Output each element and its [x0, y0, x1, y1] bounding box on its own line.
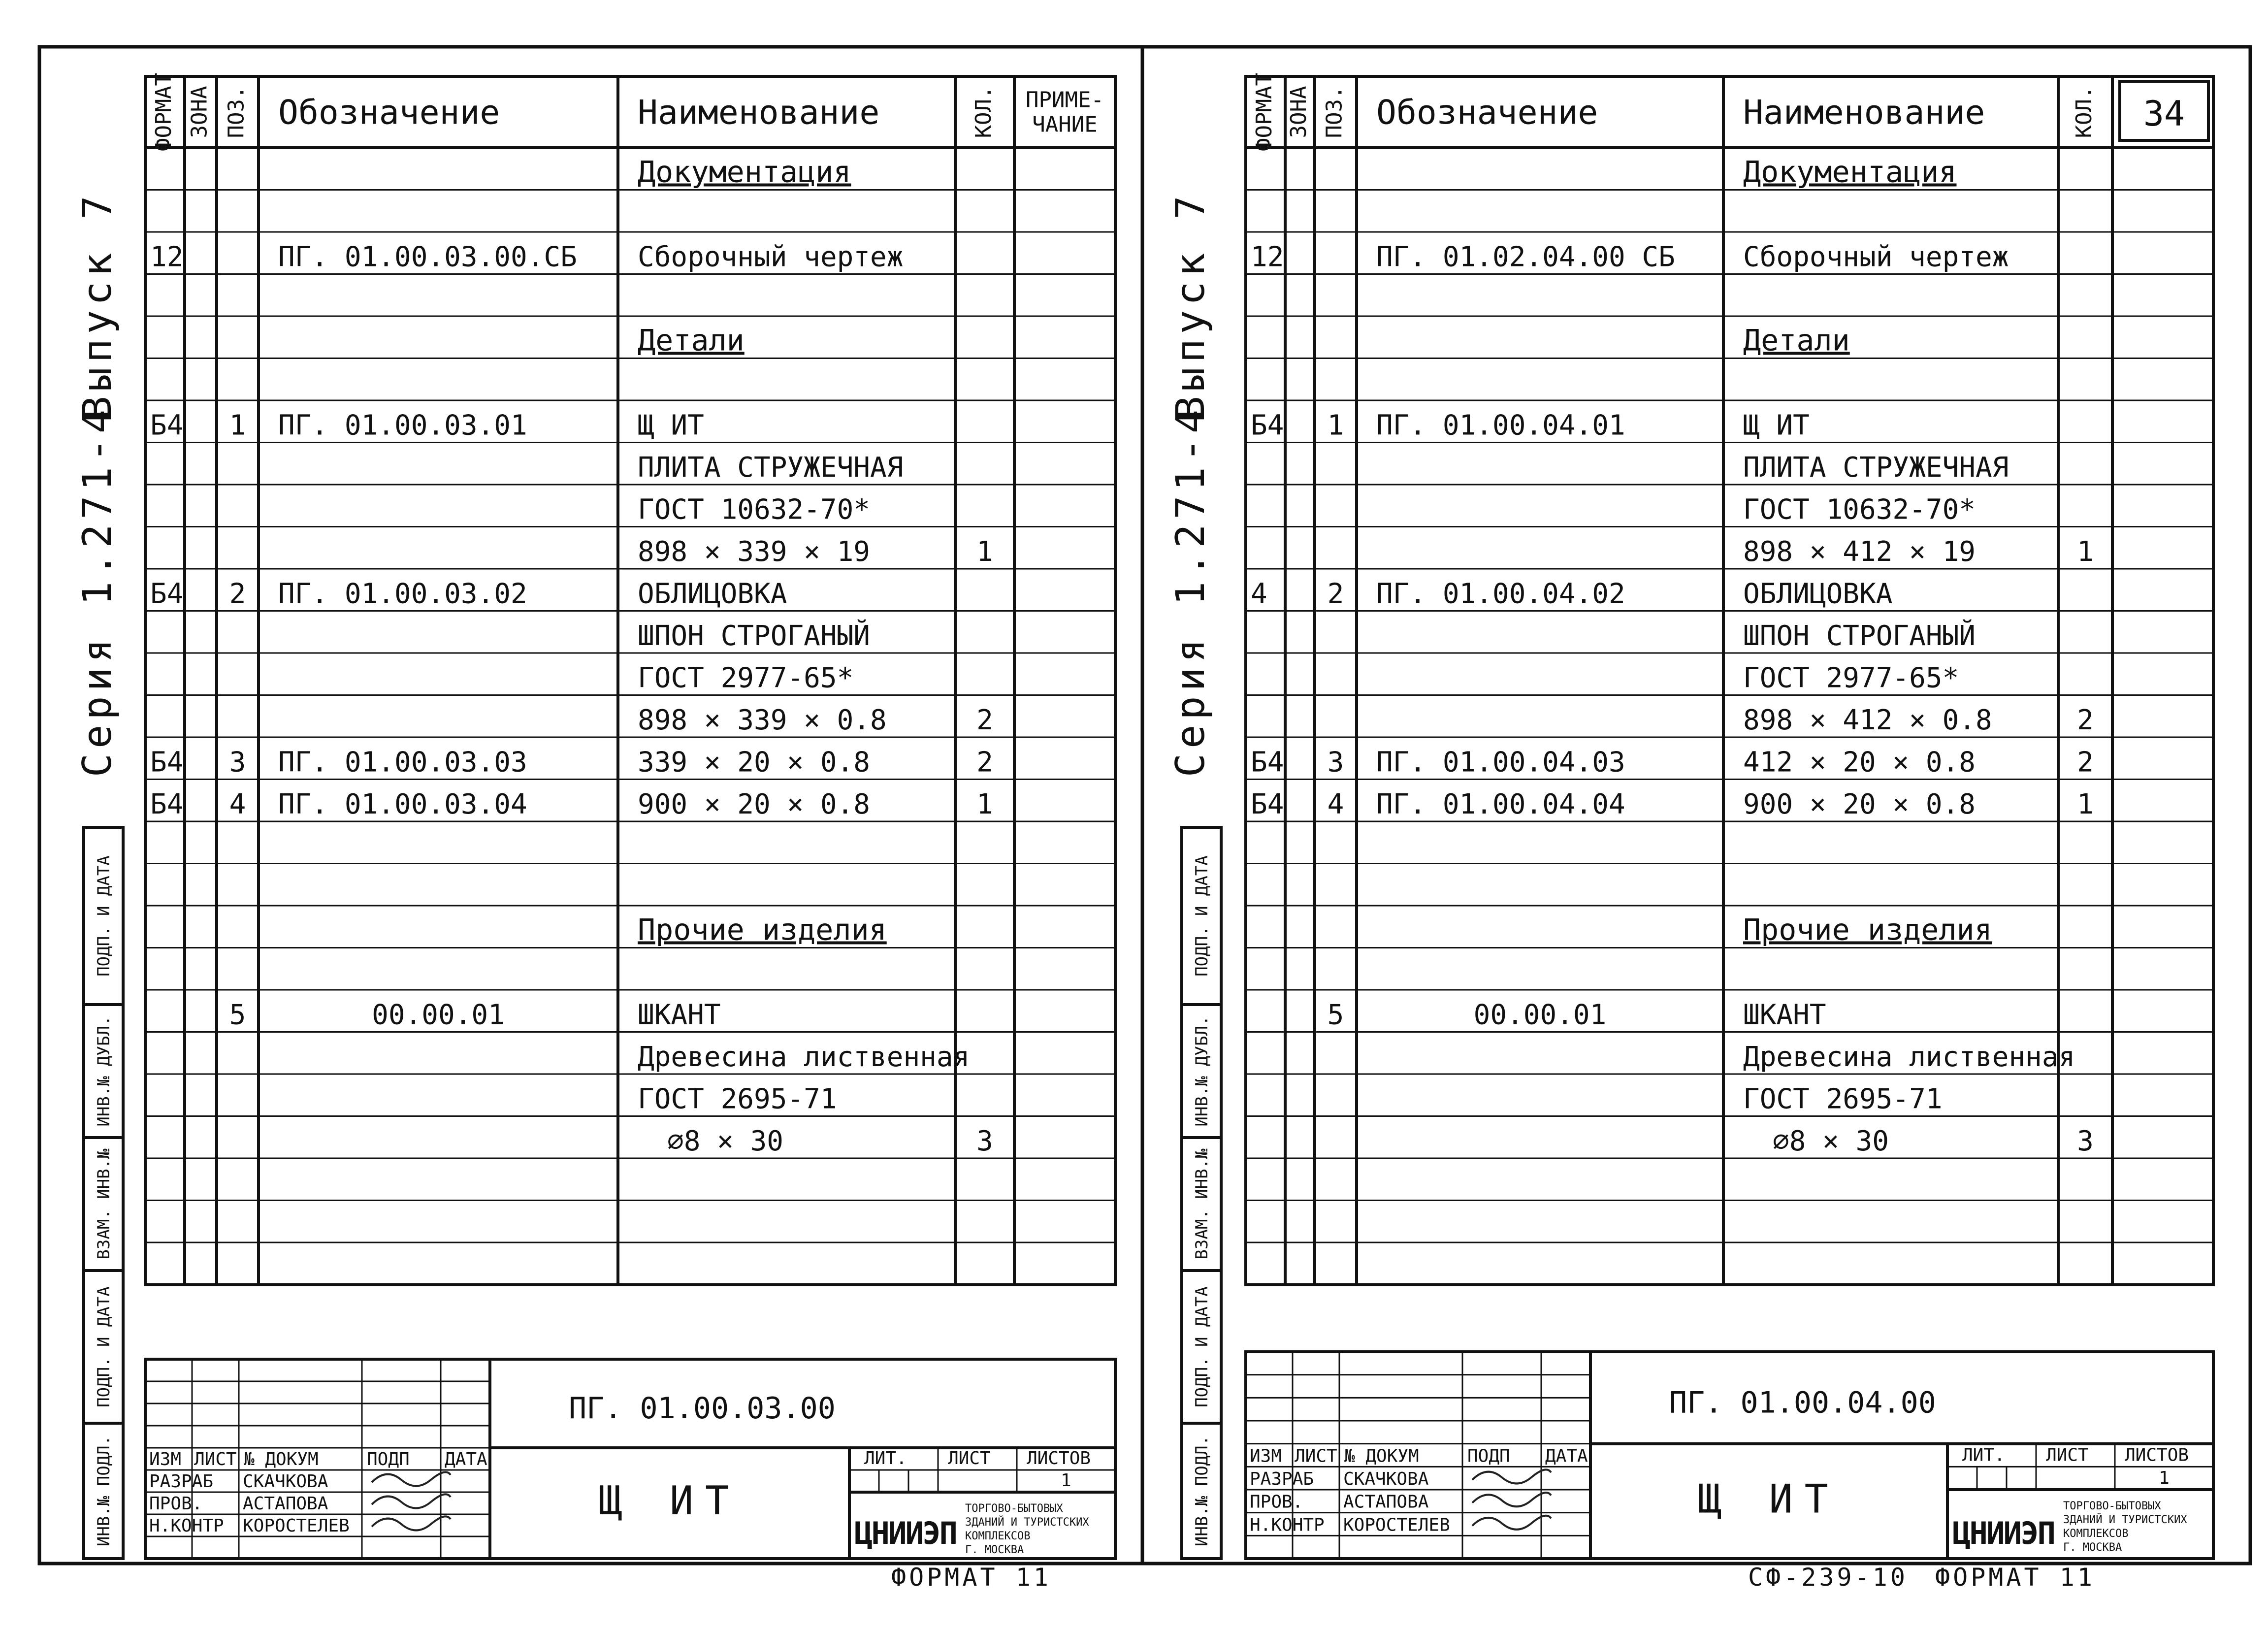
- margin-label: ПОДП. И ДАТА: [1192, 855, 1212, 977]
- tb-person: АСТАПОВА: [243, 1494, 328, 1514]
- row-qty: 1: [976, 536, 993, 568]
- tb-hdr-doc: № ДОКУМ: [244, 1449, 319, 1469]
- format-footer: ФОРМАТ 11: [891, 1563, 1051, 1592]
- margin-label: ПОДП. И ДАТА: [1192, 1286, 1212, 1407]
- row-designation: ПГ. 01.00.03.03: [278, 746, 527, 779]
- row-name: 898 × 339 × 19: [638, 536, 871, 568]
- signature-mark: [372, 1472, 451, 1486]
- row-name: ⌀8 × 30: [1773, 1125, 1889, 1157]
- sheet-number: 34: [2143, 94, 2185, 134]
- header-designation: Обозначение: [278, 93, 500, 132]
- row-name: ПЛИТА СТРУЖЕЧНАЯ: [1743, 452, 2009, 484]
- row-name: ШПОН СТРОГАНЫЙ: [1743, 620, 1976, 652]
- row-format: Б4: [150, 746, 184, 779]
- row-qty: 2: [976, 704, 993, 736]
- margin-label: ВЗАМ. ИНВ.№: [94, 1148, 114, 1260]
- section-heading: Документация: [638, 155, 851, 190]
- tb-hdr-change: ИЗМ: [1250, 1446, 1282, 1467]
- row-format: Б4: [150, 578, 184, 610]
- row-format: 12: [150, 241, 184, 273]
- row-name: Древесина лиственная: [638, 1041, 970, 1073]
- signature-mark: [372, 1494, 451, 1508]
- signature-mark: [1472, 1516, 1551, 1530]
- row-format: Б4: [1251, 746, 1284, 779]
- row-name: Древесина лиственная: [1743, 1041, 2075, 1073]
- row-name: ШКАНТ: [638, 999, 721, 1031]
- section-heading: Прочие изделия: [1743, 913, 1992, 947]
- row-qty: 3: [976, 1125, 993, 1157]
- row-designation: ПГ. 01.02.04.00 СБ: [1376, 241, 1675, 273]
- row-designation: ПГ. 01.00.03.04: [278, 788, 527, 820]
- tb-doc-name: Щ ИТ: [598, 1478, 741, 1524]
- section-heading: Детали: [638, 323, 745, 358]
- row-name: Щ ИТ: [1743, 409, 1810, 442]
- tb-role: ПРОВ.: [149, 1494, 203, 1514]
- row-qty: 3: [2077, 1125, 2094, 1157]
- row-designation: ПГ. 01.00.03.02: [278, 578, 527, 610]
- right-sheet: [1142, 47, 2250, 1592]
- header-note: ПРИМЕ-: [1026, 87, 1104, 113]
- row-qty: 2: [976, 746, 993, 779]
- tb-hdr-date: ДАТА: [1545, 1446, 1588, 1467]
- tb-person: КОРОСТЕЛЕВ: [1343, 1515, 1450, 1535]
- tb-role: РАЗРАБ: [1250, 1469, 1314, 1489]
- section-heading: Детали: [1743, 323, 1850, 358]
- row-designation: ПГ. 01.00.04.03: [1376, 746, 1625, 779]
- row-name: ⌀8 × 30: [667, 1125, 784, 1157]
- org-name-line: Г. МОСКВА: [2063, 1541, 2122, 1554]
- header-pos: ПОЗ.: [224, 86, 249, 138]
- tb-hdr-sheet: ЛИСТ: [194, 1449, 237, 1469]
- margin-label: ВЗАМ. ИНВ.№: [1192, 1148, 1212, 1260]
- header-qty: КОЛ.: [971, 86, 996, 138]
- row-name: ГОСТ 10632-70*: [638, 493, 871, 526]
- margin-label: ИНВ.№ ПОДЛ.: [94, 1435, 114, 1547]
- row-name: 898 × 412 × 19: [1743, 536, 1976, 568]
- signature-mark: [372, 1516, 451, 1530]
- tb-hdr-list: ЛИСТ: [948, 1448, 991, 1468]
- row-format: 12: [1251, 241, 1284, 273]
- row-designation: 00.00.01: [1473, 999, 1607, 1031]
- row-designation: ПГ. 01.00.04.02: [1376, 578, 1625, 610]
- tb-hdr-change: ИЗМ: [149, 1449, 182, 1469]
- tb-hdr-lists: ЛИСТОВ: [1027, 1448, 1091, 1468]
- format-footer: ФОРМАТ 11: [1935, 1563, 2095, 1592]
- row-name: Сборочный чертеж: [638, 241, 904, 273]
- row-format: Б4: [150, 788, 184, 820]
- tb-person: СКАЧКОВА: [243, 1471, 328, 1492]
- row-pos: 5: [229, 999, 246, 1031]
- tb-hdr-lists: ЛИСТОВ: [2125, 1445, 2189, 1466]
- tb-person: КОРОСТЕЛЕВ: [243, 1516, 350, 1536]
- org-logo: ЦНИИЭП: [1952, 1515, 2056, 1551]
- side-issue-label: Выпуск 7: [74, 191, 120, 420]
- header-zone: ЗОНА: [187, 86, 212, 138]
- row-pos: 2: [229, 578, 246, 610]
- signature-mark: [1472, 1469, 1551, 1483]
- header-name: Наименование: [1743, 93, 1985, 132]
- side-series-label: Серия 1.271-4: [1167, 404, 1213, 778]
- org-name-line: ТОРГОВО-БЫТОВЫХ: [2063, 1500, 2161, 1512]
- margin-label: ПОДП. И ДАТА: [94, 855, 114, 977]
- tb-sheets-total: 1: [1061, 1470, 1071, 1491]
- row-name: ГОСТ 10632-70*: [1743, 493, 1976, 526]
- org-name-line: ЗДАНИЙ И ТУРИСТСКИХ: [2063, 1514, 2187, 1526]
- tb-hdr-sign: ПОДП: [367, 1449, 410, 1469]
- margin-label: ИНВ.№ ПОДЛ.: [1192, 1435, 1212, 1547]
- tb-doc-name: Щ ИТ: [1698, 1476, 1840, 1522]
- tb-hdr-sign: ПОДП: [1467, 1446, 1510, 1467]
- row-designation: ПГ. 01.00.04.01: [1376, 409, 1625, 442]
- header-note-2: ЧАНИЕ: [1032, 112, 1098, 137]
- footer-code: СФ-239-10: [1748, 1563, 1908, 1592]
- header-zone: ЗОНА: [1286, 86, 1311, 138]
- org-name-line: КОМПЛЕКСОВ: [965, 1530, 1031, 1542]
- row-name: ГОСТ 2695-71: [1743, 1083, 1943, 1115]
- row-format: Б4: [1251, 409, 1284, 442]
- row-name: 900 × 20 × 0.8: [638, 788, 871, 820]
- row-name: 898 × 339 × 0.8: [638, 704, 887, 736]
- tb-hdr-lit: ЛИТ.: [864, 1448, 907, 1468]
- row-name: ШПОН СТРОГАНЫЙ: [638, 620, 871, 652]
- tb-sheets-total: 1: [2159, 1468, 2170, 1488]
- tb-role: Н.КОНТР: [1250, 1515, 1325, 1535]
- row-qty: 2: [2077, 704, 2094, 736]
- row-qty: 2: [2077, 746, 2094, 779]
- row-designation: ПГ. 01.00.03.01: [278, 409, 527, 442]
- section-heading: Документация: [1743, 155, 1957, 190]
- tb-role: РАЗРАБ: [149, 1471, 214, 1492]
- tb-hdr-sheet: ЛИСТ: [1295, 1446, 1337, 1467]
- tb-doc-code: ПГ. 01.00.04.00: [1669, 1385, 1936, 1420]
- row-pos: 1: [1327, 409, 1344, 442]
- tb-person: СКАЧКОВА: [1343, 1469, 1429, 1489]
- side-series-label: Серия 1.271-4: [74, 404, 120, 778]
- header-pos: ПОЗ.: [1322, 86, 1347, 138]
- tb-role: ПРОВ.: [1250, 1492, 1303, 1512]
- org-name-line: ЗДАНИЙ И ТУРИСТСКИХ: [965, 1516, 1089, 1529]
- tb-hdr-date: ДАТА: [445, 1449, 487, 1469]
- row-qty: 1: [2077, 536, 2094, 568]
- tb-doc-code: ПГ. 01.00.03.00: [569, 1391, 836, 1426]
- header-name: Наименование: [638, 93, 880, 132]
- tb-hdr-doc: № ДОКУМ: [1344, 1446, 1419, 1467]
- row-name: ПЛИТА СТРУЖЕЧНАЯ: [638, 452, 904, 484]
- section-heading: Прочие изделия: [638, 913, 887, 947]
- tb-hdr-lit: ЛИТ.: [1962, 1445, 2005, 1466]
- row-name: ОБЛИЦОВКА: [638, 578, 787, 610]
- row-designation: 00.00.01: [372, 999, 505, 1031]
- org-name-line: КОМПЛЕКСОВ: [2063, 1528, 2129, 1540]
- row-name: Сборочный чертеж: [1743, 241, 2009, 273]
- side-issue-label: Выпуск 7: [1167, 191, 1213, 420]
- margin-label: ИНВ.№ ДУБЛ.: [1192, 1015, 1212, 1127]
- row-name: ГОСТ 2977-65*: [638, 662, 854, 694]
- tb-hdr-list: ЛИСТ: [2046, 1445, 2089, 1466]
- row-pos: 4: [1327, 788, 1344, 820]
- row-name: ШКАНТ: [1743, 999, 1826, 1031]
- row-pos: 1: [229, 409, 246, 442]
- row-pos: 3: [229, 746, 246, 779]
- row-format: Б4: [150, 409, 184, 442]
- row-qty: 1: [976, 788, 993, 820]
- row-pos: 4: [229, 788, 246, 820]
- row-name: ГОСТ 2695-71: [638, 1083, 837, 1115]
- signature-mark: [1472, 1493, 1551, 1506]
- row-pos: 3: [1327, 746, 1344, 779]
- row-name: 900 × 20 × 0.8: [1743, 788, 1976, 820]
- header-designation: Обозначение: [1376, 93, 1598, 132]
- header-format: ФОРМАТ: [151, 73, 176, 151]
- row-designation: ПГ. 01.00.04.04: [1376, 788, 1625, 820]
- margin-label: ИНВ.№ ДУБЛ.: [94, 1015, 114, 1127]
- row-pos: 5: [1327, 999, 1344, 1031]
- row-name: ОБЛИЦОВКА: [1743, 578, 1893, 610]
- row-name: 339 × 20 × 0.8: [638, 746, 871, 779]
- left-sheet: [39, 47, 1142, 1592]
- row-name: 898 × 412 × 0.8: [1743, 704, 1992, 736]
- row-name: Щ ИТ: [638, 409, 704, 442]
- row-format: 4: [1251, 578, 1267, 610]
- header-qty: КОЛ.: [2072, 86, 2097, 138]
- org-name-line: ТОРГОВО-БЫТОВЫХ: [965, 1502, 1063, 1515]
- org-name-line: Г. МОСКВА: [965, 1544, 1024, 1556]
- tb-role: Н.КОНТР: [149, 1516, 224, 1536]
- row-pos: 2: [1327, 578, 1344, 610]
- tb-person: АСТАПОВА: [1343, 1492, 1429, 1512]
- header-format: ФОРМАТ: [1252, 73, 1277, 151]
- row-designation: ПГ. 01.00.03.00.СБ: [278, 241, 577, 273]
- margin-label: ПОДП. И ДАТА: [94, 1286, 114, 1407]
- row-qty: 1: [2077, 788, 2094, 820]
- row-name: ГОСТ 2977-65*: [1743, 662, 1959, 694]
- row-format: Б4: [1251, 788, 1284, 820]
- row-name: 412 × 20 × 0.8: [1743, 746, 1976, 779]
- org-logo: ЦНИИЭП: [854, 1515, 958, 1551]
